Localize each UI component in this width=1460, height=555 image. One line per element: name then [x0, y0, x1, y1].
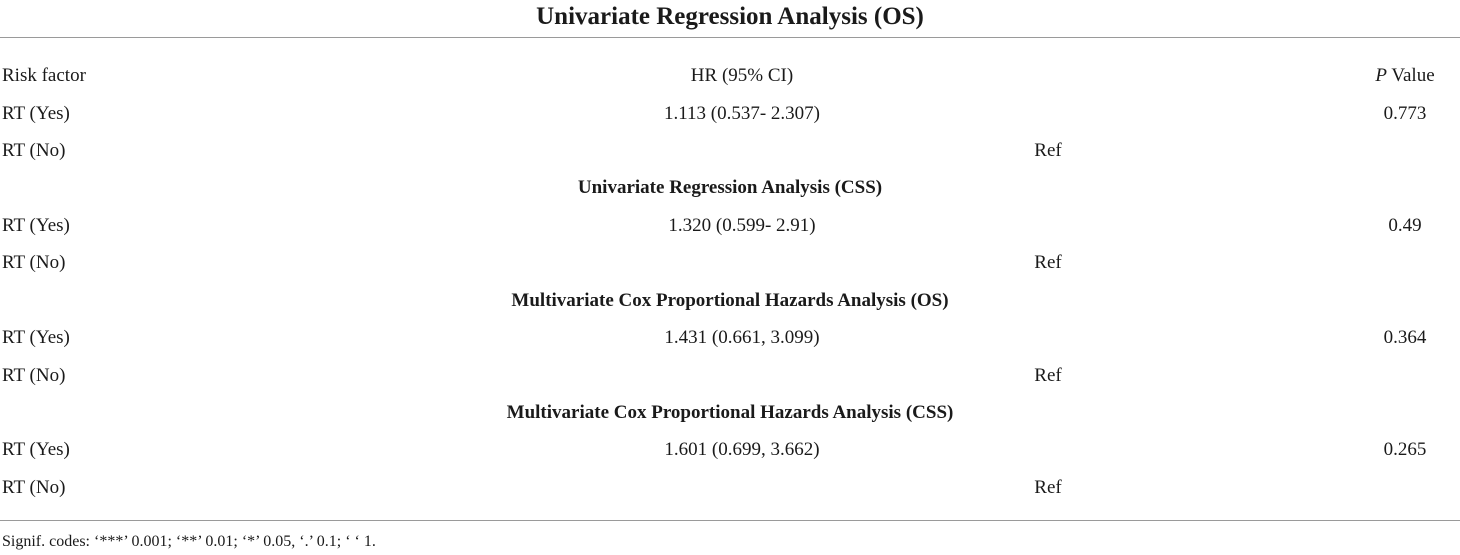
- row-factor: RT (Yes): [2, 103, 70, 124]
- section-heading: Multivariate Cox Proportional Hazards Analysis (OS): [511, 290, 949, 311]
- row-reference: Ref: [1034, 365, 1062, 386]
- row-factor: RT (Yes): [2, 327, 70, 348]
- row-hr: 1.320 (0.599- 2.91): [668, 215, 816, 236]
- header-p-letter: P: [1375, 65, 1387, 86]
- section-heading: Univariate Regression Analysis (CSS): [577, 177, 883, 198]
- row-factor: RT (No): [2, 365, 66, 386]
- row-hr: 1.431 (0.661, 3.099): [664, 327, 820, 348]
- header-hr: HR (95% CI): [690, 65, 794, 86]
- footnote: Signif. codes: ‘***’ 0.001; ‘**’ 0.01; ‘*’ 0.05, ‘.’ 0.1; ‘ ‘ 1.: [2, 533, 376, 550]
- row-p-value: 0.773: [1383, 103, 1427, 124]
- bottom-rule: [0, 520, 1460, 521]
- row-hr: 1.601 (0.699, 3.662): [664, 439, 820, 460]
- header-p-value: [1375, 64, 1434, 88]
- row-factor: RT (No): [2, 140, 66, 161]
- row-p-value: 0.265: [1383, 439, 1427, 460]
- row-p-value: 0.49: [1388, 215, 1422, 236]
- section-heading: Multivariate Cox Proportional Hazards Analysis (CSS): [506, 402, 954, 423]
- row-reference: Ref: [1034, 477, 1062, 498]
- row-factor: RT (No): [2, 477, 66, 498]
- row-factor: RT (Yes): [2, 439, 70, 460]
- row-reference: Ref: [1034, 140, 1062, 161]
- header-risk-factor: Risk factor: [2, 65, 86, 86]
- row-hr: 1.113 (0.537- 2.307): [663, 103, 821, 124]
- row-p-value: 0.364: [1383, 327, 1427, 348]
- table-title: Univariate Regression Analysis (OS): [536, 3, 924, 30]
- row-factor: RT (No): [2, 252, 66, 273]
- row-factor: RT (Yes): [2, 215, 70, 236]
- row-reference: Ref: [1034, 252, 1062, 273]
- header-p-suffix: Value: [1386, 65, 1435, 86]
- top-rule: [0, 37, 1460, 38]
